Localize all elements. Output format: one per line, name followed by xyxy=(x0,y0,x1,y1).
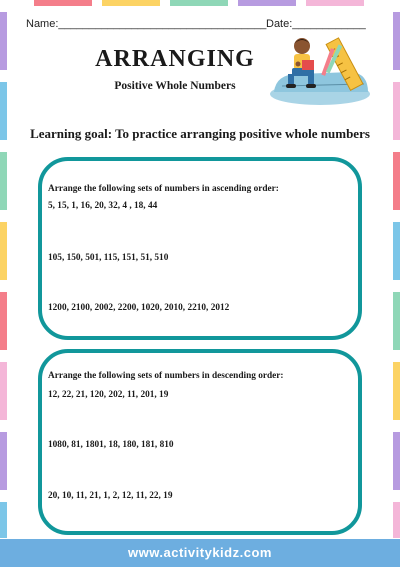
boy-reading-on-stationery-icon xyxy=(268,34,376,106)
ascending-section xyxy=(38,157,362,340)
descending-instruction: Arrange the following sets of numbers in descending order: xyxy=(48,371,284,381)
right-bar-8 xyxy=(393,502,400,538)
right-bar-5 xyxy=(393,292,400,350)
right-bar-6 xyxy=(393,362,400,420)
right-bar-3 xyxy=(393,152,400,210)
left-bar-7 xyxy=(0,432,7,490)
page-title: ARRANGING xyxy=(95,46,255,72)
name-blank: __________________________________ xyxy=(58,18,267,30)
left-bar-8 xyxy=(0,502,7,538)
date-label: Date: xyxy=(266,18,293,30)
left-bar-5 xyxy=(0,292,7,350)
footer-banner xyxy=(0,539,400,567)
left-bar-6 xyxy=(0,362,7,420)
descending-section xyxy=(38,349,362,535)
right-bar-4 xyxy=(393,222,400,280)
footer-url[interactable]: www.activitykidz.com xyxy=(128,545,272,560)
top-strip-pink2 xyxy=(306,0,364,6)
left-bar-4 xyxy=(0,222,7,280)
ascending-set-2: 105, 150, 501, 115, 151, 51, 510 xyxy=(48,253,169,263)
top-strip-pink xyxy=(34,0,92,6)
ascending-set-1: 5, 15, 1, 16, 20, 32, 4 , 18, 44 xyxy=(48,201,158,211)
left-bar-3 xyxy=(0,152,7,210)
page-subtitle: Positive Whole Numbers xyxy=(114,80,236,92)
top-strip-green xyxy=(170,0,228,6)
name-label: Name: xyxy=(26,18,59,30)
right-bar-1 xyxy=(393,12,400,70)
descending-set-2: 1080, 81, 1801, 18, 180, 181, 810 xyxy=(48,440,174,450)
date-field[interactable] xyxy=(266,18,366,30)
left-bar-1 xyxy=(0,12,7,70)
top-strip-purple xyxy=(238,0,296,6)
descending-set-3: 20, 10, 11, 21, 1, 2, 12, 11, 22, 19 xyxy=(48,491,173,501)
learning-goal: Learning goal: To practice arranging positive whole numbers xyxy=(30,126,370,141)
date-blank: ____________ xyxy=(292,18,366,30)
top-strip-yellow xyxy=(102,0,160,6)
ascending-instruction: Arrange the following sets of numbers in ascending order: xyxy=(48,184,279,194)
right-bar-7 xyxy=(393,432,400,490)
name-field[interactable] xyxy=(26,18,266,30)
ascending-set-3: 1200, 2100, 2002, 2200, 1020, 2010, 2210, 2012 xyxy=(48,303,230,313)
descending-set-1: 12, 22, 21, 120, 202, 11, 201, 19 xyxy=(48,390,169,400)
